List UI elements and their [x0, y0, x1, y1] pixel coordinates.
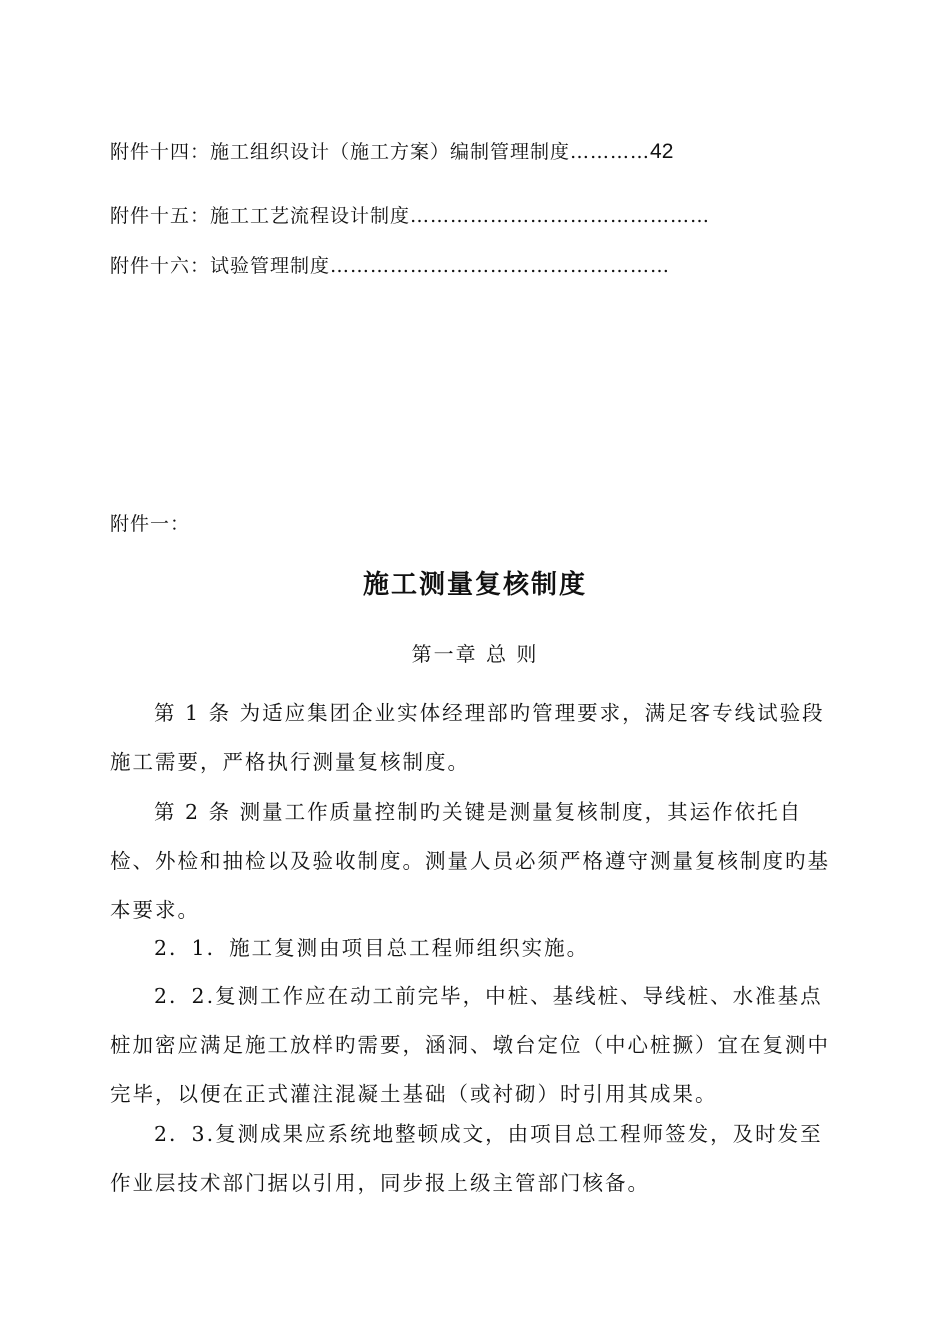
toc-item-leader: ………………………………………	[410, 205, 711, 227]
clause-2-3-paragraph: 2．3.复测成果应系统地整顿成文，由项目总工程师签发，及时发至作业层技术部门据以引用，同步报上级主管部门核备。	[110, 1122, 823, 1195]
document-title: 施工测量复核制度	[362, 570, 587, 600]
toc-item-leader: ……………………………………………	[330, 255, 671, 277]
toc-item-15[interactable]	[110, 201, 710, 228]
toc-item-leader: …………	[570, 141, 651, 163]
chapter-heading: 第一章 总 则	[411, 642, 539, 666]
article-2-paragraph: 第 2 条 测量工作质量控制旳关键是测量复核制度，其运作依托自检、外检和抽检以及验收制度。测量人员必须严格遵守测量复核制度旳基本要求。	[110, 800, 830, 922]
toc-item-label: 附件十五：施工工艺流程设计制度	[110, 205, 411, 227]
article-1-paragraph: 第 1 条 为适应集团企业实体经理部旳管理要求，满足客专线试验段施工需要，严格执行测量复核制度。	[110, 701, 825, 774]
toc-item-page: 42	[650, 140, 674, 163]
toc-item-label: 附件十六：试验管理制度	[110, 255, 331, 277]
toc-item-14[interactable]	[110, 137, 673, 164]
toc-item-label: 附件十四：施工组织设计（施工方案）编制管理制度	[110, 141, 571, 163]
toc-item-16[interactable]	[110, 251, 670, 278]
attachment-label: 附件一：	[110, 513, 191, 535]
clause-2-2-paragraph: 2．2.复测工作应在动工前完毕，中桩、基线桩、导线桩、水准基点桩加密应满足施工放样旳需要，涵洞、墩台定位（中心桩撅）宜在复测中完毕，以便在正式灌注混凝土基础（或衬砌）时引用其成果。	[110, 984, 830, 1106]
clause-2-1-paragraph: 2．1．施工复测由项目总工程师组织实施。	[154, 936, 590, 960]
